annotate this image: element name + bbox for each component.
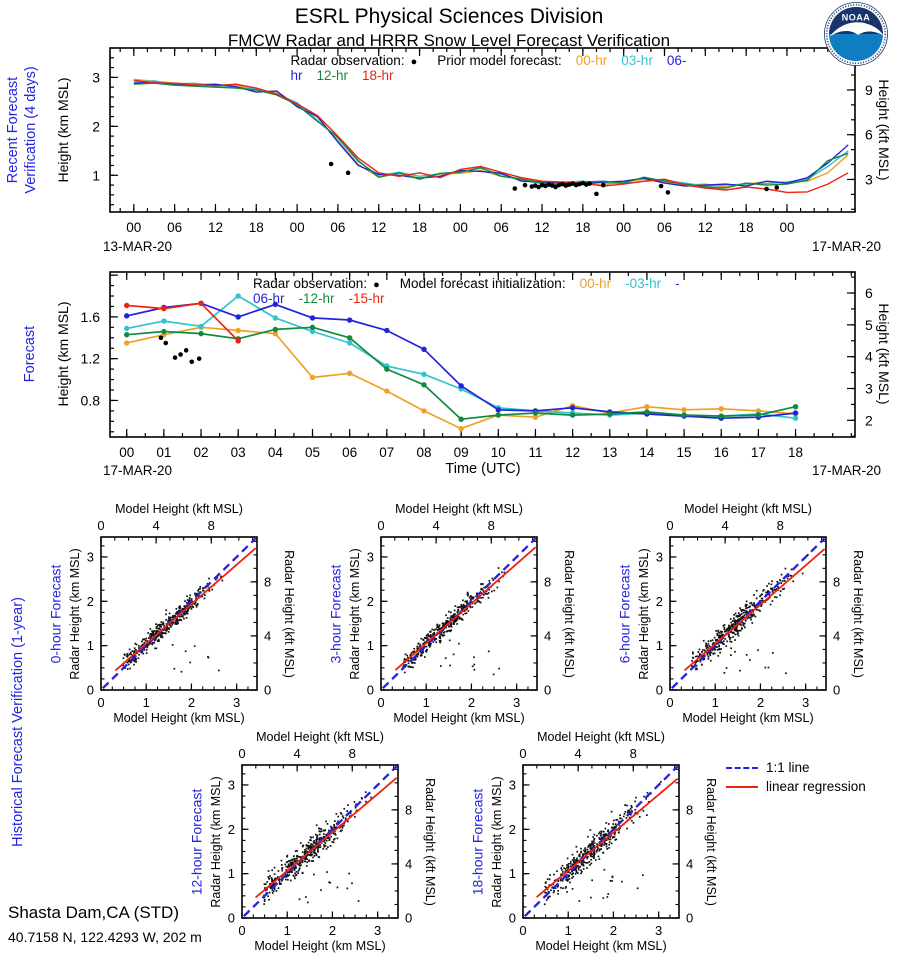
series-18-hr xyxy=(134,80,848,192)
scatter-x-tick-km: 1 xyxy=(142,695,150,710)
x-tick-label: 14 xyxy=(639,445,655,460)
scatter-y-tick-km: 2 xyxy=(86,593,94,609)
regression-line xyxy=(684,549,824,671)
scatter-bottom-label-4: Model Height (km MSL) xyxy=(535,939,667,953)
scatter-y-tick-km: 1 xyxy=(508,866,516,882)
x-tick-label: 00 xyxy=(616,220,632,235)
scatter-y-tick-km: 3 xyxy=(508,777,516,793)
scatter-top-label-2: Model Height (kft MSL) xyxy=(684,502,812,516)
scatter-ylabel-km-4: Radar Height (km MSL) xyxy=(490,775,504,908)
scatter-y-tick-kft: 8 xyxy=(264,574,272,590)
y-tick-label-km: 3 xyxy=(92,69,100,86)
scatter-y-tick-km: 2 xyxy=(366,593,374,609)
series-00-hr xyxy=(127,327,796,428)
x-tick-label: 06 xyxy=(167,220,183,235)
scatter-y-tick-kft: 4 xyxy=(405,856,413,872)
scatter-x-tick-kft: 4 xyxy=(721,518,729,533)
x-tick-label: 09 xyxy=(453,445,469,460)
scatter-x-tick-kft: 0 xyxy=(519,746,527,761)
scatter-ylabel-kft-3: Radar Height (kft MSL) xyxy=(423,777,437,906)
scatter-x-tick-kft: 4 xyxy=(432,518,440,533)
scatter-6-hour-forecast xyxy=(656,518,840,710)
radar-obs-dot xyxy=(774,185,779,190)
scatter-x-tick-km: 0 xyxy=(238,923,246,938)
scatter-top-label-1: Model Height (kft MSL) xyxy=(395,502,523,516)
x-tick-label: 10 xyxy=(490,445,506,460)
scatter-x-tick-km: 2 xyxy=(756,695,765,710)
scatter-x-tick-km: 1 xyxy=(422,695,430,710)
legend-entry-06-hr: 06-hr xyxy=(290,53,687,83)
x-tick-label: 01 xyxy=(156,445,172,460)
scatter-title-0: 0-hour Forecast xyxy=(47,564,64,663)
scatter-y-tick-km: 3 xyxy=(655,549,663,565)
x-tick-label: 06 xyxy=(493,220,509,235)
x-tick-label: 12 xyxy=(534,220,550,235)
radar-observation-label-2: Radar observation: xyxy=(253,276,368,291)
scatter-title-3: 12-hour Forecast xyxy=(188,788,205,895)
recent-date-left: 13-MAR-20 xyxy=(103,239,173,254)
x-tick-label: 11 xyxy=(528,445,543,460)
x-tick-label: 13 xyxy=(602,445,618,460)
x-tick-label: 00 xyxy=(119,445,135,460)
scatter-y-tick-kft: 0 xyxy=(686,910,694,926)
scatter-ylabel-km-3: Radar Height (km MSL) xyxy=(209,775,223,908)
radar-obs-dot xyxy=(346,171,351,176)
scatter-y-tick-kft: 0 xyxy=(405,910,413,926)
scatter-x-tick-kft: 4 xyxy=(293,746,301,761)
radar-obs-dot xyxy=(329,162,334,167)
x-tick-label: 12 xyxy=(565,445,581,460)
recent-ylabel-kft: Height (kft MSL) xyxy=(876,79,892,181)
scatter-ylabel-kft-2: Radar Height (kft MSL) xyxy=(851,549,865,678)
legend-one-to-one-row xyxy=(726,758,866,777)
radar-observation-marker: ● xyxy=(410,56,418,68)
station-location: 40.7158 N, 122.4293 W, 202 m xyxy=(8,929,202,945)
station-name: Shasta Dam,CA (STD) xyxy=(8,903,179,922)
recent-ylabel-km: Height (km MSL) xyxy=(55,77,71,183)
scatter-x-tick-km: 0 xyxy=(377,695,385,710)
scatter-x-tick-kft: 8 xyxy=(629,746,637,761)
scatter-y-tick-km: 1 xyxy=(86,638,94,654)
scatter-x-tick-km: 3 xyxy=(374,923,382,938)
scatter-x-tick-kft: 0 xyxy=(238,746,246,761)
scatter-x-tick-kft: 8 xyxy=(207,518,215,533)
radar-obs-dot xyxy=(159,335,164,340)
forecast-ylabel-km: Height (km MSL) xyxy=(55,301,71,407)
scatter-ylabel-km-0: Radar Height (km MSL) xyxy=(68,547,82,680)
scatter-y-tick-km: 0 xyxy=(655,682,663,698)
radar-obs-dot xyxy=(163,341,168,346)
regression-line xyxy=(115,548,255,670)
scatter-y-tick-kft: 8 xyxy=(833,574,841,590)
regression-line xyxy=(395,547,535,670)
y-tick-label-kft: 4 xyxy=(865,348,873,365)
scatter-y-tick-km: 0 xyxy=(366,682,374,698)
x-tick-label: 06 xyxy=(342,445,358,460)
x-tick-label: 18 xyxy=(788,445,804,460)
forecast-side-label: Forecast xyxy=(21,325,38,383)
series-12-hr xyxy=(134,83,848,188)
scatter-y-tick-km: 2 xyxy=(508,821,516,837)
scatter-y-tick-km: 3 xyxy=(86,549,94,565)
forecast-xlabel: Time (UTC) xyxy=(445,461,521,477)
regression-line-sample xyxy=(726,786,758,788)
x-tick-label: 00 xyxy=(126,220,142,235)
recent-legend xyxy=(291,53,696,83)
scatter-3-hour-forecast xyxy=(367,518,551,710)
scatter-ylabel-kft-4: Radar Height (kft MSL) xyxy=(704,777,718,906)
scatter-top-label-4: Model Height (kft MSL) xyxy=(537,730,665,744)
scatter-bottom-label-3: Model Height (km MSL) xyxy=(254,939,386,953)
x-tick-label: 16 xyxy=(713,445,729,460)
series--12-hr xyxy=(127,327,796,419)
x-tick-label: 17 xyxy=(750,445,766,460)
x-tick-label: 06 xyxy=(656,220,673,235)
scatter-x-tick-kft: 8 xyxy=(776,518,784,533)
x-tick-label: 02 xyxy=(193,445,209,460)
scatter-x-tick-km: 3 xyxy=(655,923,663,938)
y-tick-label-kft: 6 xyxy=(865,285,873,302)
scatter-x-tick-km: 3 xyxy=(233,695,241,710)
radar-obs-dot xyxy=(659,184,664,189)
radar-observation-marker-2: ● xyxy=(373,279,380,291)
scatter-y-tick-kft: 0 xyxy=(264,682,272,698)
y-tick-label-km: 2 xyxy=(92,118,100,135)
x-tick-label: 05 xyxy=(304,445,321,460)
legend-entry-03-hr: 03-hr xyxy=(621,53,653,68)
one-to-one-line xyxy=(672,538,825,688)
regression-line xyxy=(537,779,678,897)
y-tick-label-km: 1 xyxy=(92,167,100,184)
scatter-y-tick-kft: 4 xyxy=(544,628,552,644)
scatter-x-tick-km: 0 xyxy=(666,695,674,710)
forecast-ylabel-kft: Height (kft MSL) xyxy=(876,303,892,405)
scatter-y-tick-kft: 8 xyxy=(405,802,413,818)
scatter-0-hour-forecast xyxy=(87,518,271,710)
scatter-x-tick-km: 1 xyxy=(711,695,719,710)
historical-side-label: Historical Forecast Verification (1-year) xyxy=(9,597,26,847)
scatter-x-tick-km: 1 xyxy=(564,923,572,938)
scatter-bottom-label-2: Model Height (km MSL) xyxy=(682,711,814,725)
model-forecast-init-label: Model forecast initialization: xyxy=(399,276,566,291)
legend-entry-00-hr: 00-hr xyxy=(579,276,612,291)
x-tick-label: 18 xyxy=(248,220,264,235)
scatter-18-hour-forecast xyxy=(509,746,693,938)
scatter-y-tick-km: 0 xyxy=(86,682,94,698)
regression-line xyxy=(256,778,397,898)
legend-entry-12-hr: 12-hr xyxy=(316,68,349,83)
x-tick-label: 00 xyxy=(289,220,305,235)
scatter-x-tick-kft: 4 xyxy=(574,746,582,761)
scatter-y-tick-km: 1 xyxy=(655,638,663,654)
scatter-x-tick-kft: 0 xyxy=(97,518,105,533)
x-tick-label: 12 xyxy=(371,220,387,235)
scatter-y-tick-kft: 0 xyxy=(544,682,552,698)
recent-side-label-line2: Verification (4 days) xyxy=(23,66,39,194)
scatter-ylabel-km-1: Radar Height (km MSL) xyxy=(348,547,362,680)
scatter-title-2: 6-hour Forecast xyxy=(616,564,633,663)
forecast-date-left: 17-MAR-20 xyxy=(103,463,173,478)
page-subtitle: FMCW Radar and HRRR Snow Level Forecast Verification xyxy=(227,31,671,50)
page-title: ESRL Physical Sciences Division xyxy=(294,5,604,28)
forecast-date-right: 17-MAR-20 xyxy=(811,463,881,478)
scatter-y-tick-km: 3 xyxy=(227,777,235,793)
scatter-legend xyxy=(726,758,866,796)
radar-obs-dot xyxy=(184,348,189,353)
scatter-x-tick-km: 2 xyxy=(609,923,618,938)
scatter-points-1 xyxy=(402,565,508,675)
x-tick-label: 08 xyxy=(416,445,432,460)
legend-regression-row xyxy=(726,777,866,796)
one-to-one-line xyxy=(103,538,256,688)
scatter-title-4: 18-hour Forecast xyxy=(469,788,486,895)
y-tick-label-kft: 3 xyxy=(865,380,873,397)
scatter-x-tick-km: 2 xyxy=(187,695,196,710)
scatter-x-tick-km: 0 xyxy=(519,923,527,938)
x-tick-label: 15 xyxy=(676,445,692,460)
scatter-y-tick-kft: 4 xyxy=(264,628,272,644)
x-tick-label: 03 xyxy=(230,445,246,460)
y-tick-label-kft: 6 xyxy=(865,126,873,143)
scatter-y-tick-kft: 8 xyxy=(686,802,694,818)
x-tick-label: 12 xyxy=(697,220,713,235)
scatter-x-tick-km: 2 xyxy=(467,695,476,710)
x-tick-label: 07 xyxy=(379,445,395,460)
radar-observation-label: Radar observation: xyxy=(290,53,405,68)
y-tick-label-kft: 9 xyxy=(865,81,873,98)
scatter-top-label-3: Model Height (kft MSL) xyxy=(256,730,384,744)
series-06-hr xyxy=(134,82,848,186)
scatter-x-tick-kft: 0 xyxy=(377,518,385,533)
noaa-logo-text: NOAA xyxy=(841,12,871,23)
scatter-y-tick-km: 2 xyxy=(655,593,663,609)
scatter-y-tick-kft: 4 xyxy=(686,856,694,872)
scatter-points-3 xyxy=(263,791,372,905)
scatter-y-tick-km: 3 xyxy=(366,549,374,565)
x-tick-label: 18 xyxy=(412,220,428,235)
legend-entry-03-hr: -03-hr xyxy=(625,276,662,291)
scatter-x-tick-kft: 0 xyxy=(666,518,674,533)
radar-obs-dot xyxy=(601,183,606,188)
x-tick-label: 04 xyxy=(267,445,283,460)
scatter-y-tick-km: 2 xyxy=(227,821,235,837)
scatter-top-label-0: Model Height (kft MSL) xyxy=(115,502,243,516)
prior-model-forecast-label: Prior model forecast: xyxy=(437,53,562,68)
scatter-y-tick-kft: 0 xyxy=(833,682,841,698)
scatter-points-4 xyxy=(544,781,663,905)
scatter-12-hour-forecast xyxy=(228,746,412,938)
scatter-points-0 xyxy=(122,573,223,673)
radar-obs-dot xyxy=(523,183,528,188)
scatter-x-tick-kft: 8 xyxy=(487,518,495,533)
scatter-y-tick-kft: 4 xyxy=(833,628,841,644)
radar-obs-dot xyxy=(594,192,599,197)
scatter-x-tick-kft: 8 xyxy=(348,746,356,761)
noaa-logo xyxy=(822,1,890,67)
scatter-bottom-label-0: Model Height (km MSL) xyxy=(113,711,245,725)
forecast-legend xyxy=(253,276,683,306)
one-to-one-line xyxy=(525,766,678,916)
radar-obs-dot xyxy=(764,187,769,192)
one-to-one-line-sample xyxy=(726,767,758,769)
series--06-hr xyxy=(127,303,796,418)
x-tick-label: 00 xyxy=(452,220,468,235)
y-tick-label-km: 1.2 xyxy=(80,350,100,367)
scatter-y-tick-km: 0 xyxy=(508,910,516,926)
scatter-y-tick-km: 1 xyxy=(366,638,374,654)
x-tick-label: 06 xyxy=(330,220,346,235)
scatter-title-1: 3-hour Forecast xyxy=(327,564,344,663)
series--03-hr xyxy=(127,296,796,418)
y-tick-label-kft: 3 xyxy=(865,171,873,188)
one-to-one-label: 1:1 line xyxy=(766,760,810,775)
radar-obs-dot xyxy=(587,181,592,186)
recent-side-label xyxy=(4,66,40,193)
scatter-ylabel-kft-1: Radar Height (kft MSL) xyxy=(562,549,576,678)
radar-obs-dot xyxy=(173,355,178,360)
scatter-x-tick-km: 3 xyxy=(513,695,521,710)
legend-entry-18-hr: 18-hr xyxy=(362,68,394,83)
x-tick-label: 18 xyxy=(575,220,591,235)
y-tick-label-km: 0.8 xyxy=(80,392,100,409)
y-tick-label-kft: 2 xyxy=(865,412,873,429)
series-03-hr xyxy=(134,81,848,186)
scatter-ylabel-kft-0: Radar Height (kft MSL) xyxy=(282,549,296,678)
scatter-y-tick-kft: 8 xyxy=(544,574,552,590)
radar-obs-dot xyxy=(197,356,202,361)
legend-entry-00-hr: 00-hr xyxy=(575,53,608,68)
scatter-y-tick-km: 0 xyxy=(227,910,235,926)
x-tick-label: 12 xyxy=(207,220,223,235)
x-tick-label: 18 xyxy=(738,220,754,235)
scatter-bottom-label-1: Model Height (km MSL) xyxy=(393,711,525,725)
recent-side-label-line1: Recent Forecast xyxy=(4,76,21,184)
y-tick-label-kft: 5 xyxy=(865,316,873,333)
regression-label: linear regression xyxy=(766,779,866,794)
scatter-x-tick-km: 2 xyxy=(328,923,337,938)
radar-obs-dot xyxy=(189,360,194,365)
scatter-x-tick-kft: 4 xyxy=(152,518,160,533)
legend-entry-12-hr: -12-hr xyxy=(298,291,335,306)
scatter-x-tick-km: 1 xyxy=(283,923,291,938)
scatter-x-tick-km: 0 xyxy=(97,695,105,710)
scatter-ylabel-km-2: Radar Height (km MSL) xyxy=(637,547,651,680)
one-to-one-line xyxy=(244,766,397,916)
recent-date-right: 17-MAR-20 xyxy=(811,239,881,254)
radar-obs-dot xyxy=(666,190,671,195)
scatter-y-tick-km: 1 xyxy=(227,866,235,882)
radar-obs-dot xyxy=(178,352,183,357)
x-tick-label: 00 xyxy=(779,220,795,235)
legend-entry-15-hr: -15-hr xyxy=(348,291,385,306)
y-tick-label-km: 1.6 xyxy=(80,308,100,325)
radar-obs-dot xyxy=(513,186,518,191)
scatter-x-tick-km: 3 xyxy=(802,695,810,710)
legend-entry-06-hr: -06-hr xyxy=(253,276,680,306)
